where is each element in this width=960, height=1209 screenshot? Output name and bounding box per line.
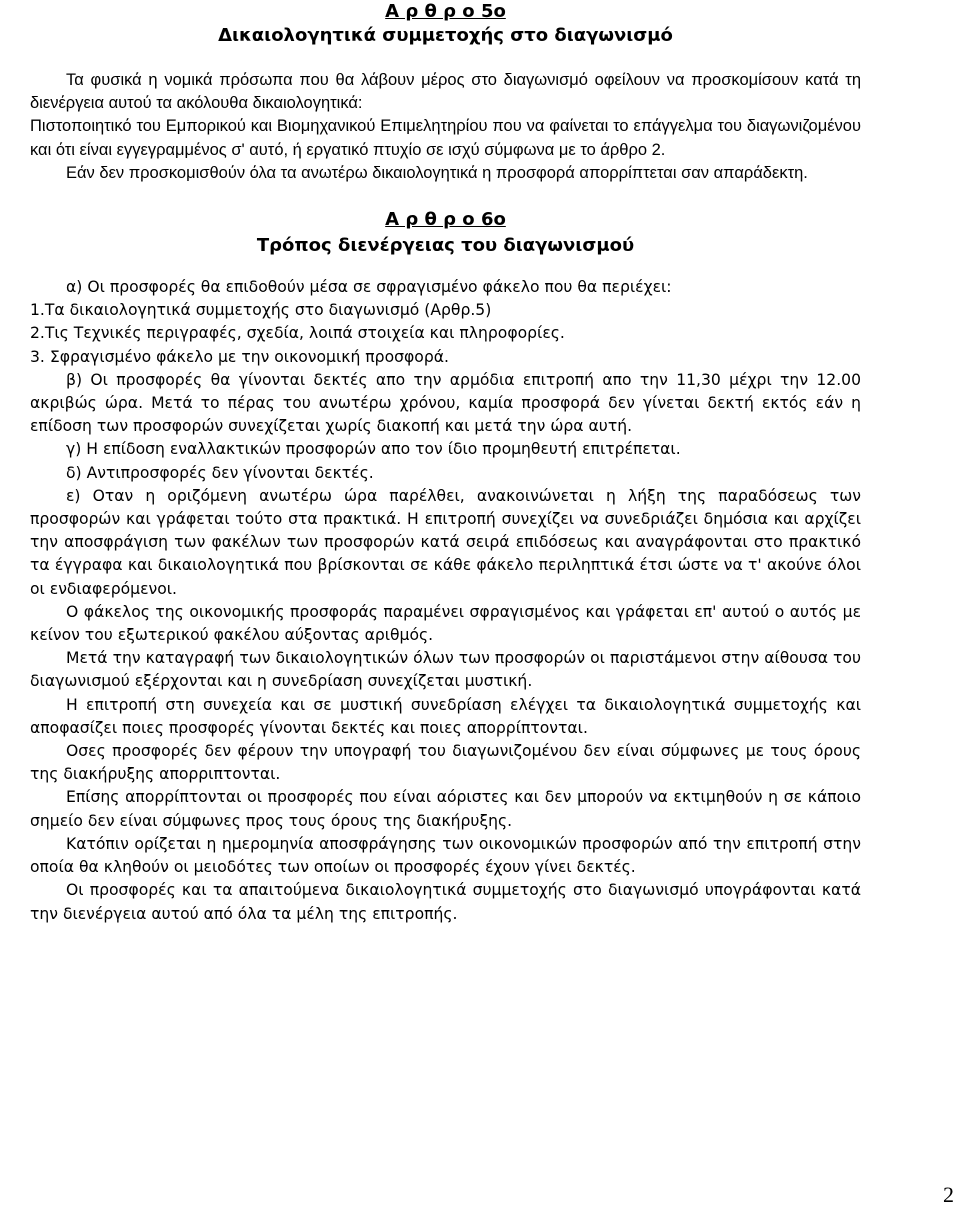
article-6-paragraph: β) Οι προσφορές θα γίνονται δεκτές απο την αρμόδια επιτροπή απο την 11,30 μέχρι την 12.00 ακριβώς ώρα. Μετά το πέρας του ανωτέρω χρόνου, καμία προσφορά δεν γίνεται δεκτή εκτός εάν η επίδοση των προσφορών συνεχίζεται χωρίς διακοπή και μετά την ώρα αυτή.: [30, 370, 861, 436]
article-5-paragraph: Εάν δεν προσκομισθούν όλα τα ανωτέρω δικαιολογητικά η προσφορά απορρίπτεται σαν απαράδεκτη.: [66, 163, 808, 182]
article-6-paragraph: ε) Οταν η οριζόμενη ανωτέρω ώρα παρέλθει, ανακοινώνεται η λήξη της παραδόσεως των προσφορών και γράφεται τούτο στα πρακτικά. Η επιτροπή συνεχίζει να συνεδριάζει δημόσια και αρχίζει την αποσφράγιση των φακέλων των προσφορών κατά σειρά επιδόσεως και αναγράφονται στο πρακτικό τα έγγραφα και δικαιολογητικά που βρίσκονται σε κάθε φάκελο περιληπτικά έτσι ώστε να τ' ακούνε όλοι οι ενδιαφερόμενοι.: [30, 486, 861, 598]
article-6-paragraph: Ο φάκελος της οικονομικής προσφοράς παραμένει σφραγισμένος και γράφεται επ' αυτού ο αυτός με κείνον του εξωτερικού φακέλου αύξοντας αριθμός.: [30, 602, 861, 645]
article-6-paragraph: Επίσης απορρίπτονται οι προσφορές που είναι αόριστες και δεν μπορούν να εκτιμηθούν η σε κάποιο σημείο δεν είναι σύμφωνες προς τους όρους της διακήρυξης.: [30, 788, 861, 830]
article-5-title: Δικαιολογητικά συμμετοχής στο διαγωνισμό: [218, 25, 673, 46]
article-5: [30, 0, 861, 185]
list-item: 2.Τις Τεχνικές περιγραφές, σχεδία, λοιπά στοιχεία και πληροφορίες.: [30, 324, 565, 343]
article-6-paragraph: Οι προσφορές και τα απαιτούμενα δικαιολογητικά συμμετοχής στο διαγωνισμό υπογράφονται κατά την διενέργεια αυτού από όλα τα μέλη της επιτροπής.: [30, 881, 861, 923]
list-item: 1.Τα δικαιολογητικά συμμετοχής στο διαγωνισμό (Αρθρ.5): [30, 301, 492, 320]
article-6-paragraph: Οσες προσφορές δεν φέρουν την υπογραφή του διαγωνιζομένου δεν είναι σύμφωνες με τους όρους της διακήρυξης απορριπτονται.: [30, 742, 861, 784]
document-page: [30, 0, 861, 926]
article-6-title: Τρόπος διενέργειας του διαγωνισμού: [256, 235, 635, 257]
article-6-intro: α) Οι προσφορές θα επιδοθούν μέσα σε σφραγισμένο φάκελο που θα περιέχει:: [66, 278, 672, 297]
list-item: 3. Σφραγισμένο φάκελο με την οικονομική προσφορά.: [30, 347, 449, 366]
article-6-paragraph: Μετά την καταγραφή των δικαιολογητικών όλων των προσφορών οι παριστάμενοι στην αίθουσα του διαγωνισμού εξέρχονται και η συνεδρίαση συνεχίζεται μυστική.: [30, 649, 861, 691]
article-6-paragraph: Η επιτροπή στη συνεχεία και σε μυστική συνεδρίαση ελέγχει τα δικαιολογητικά συμμετοχής και αποφασίζει ποιες προσφορές γίνονται δεκτές και ποιες απορρίπτονται.: [30, 695, 861, 737]
article-6-paragraph: δ) Αντιπροσφορές δεν γίνονται δεκτές.: [66, 463, 374, 482]
page-number: 2: [943, 1182, 954, 1207]
article-6-number: Α ρ θ ρ ο 6ο: [385, 209, 506, 231]
article-6-paragraph: γ) Η επίδοση εναλλακτικών προσφορών απο τον ίδιο προμηθευτή επιτρέπεται.: [66, 440, 681, 459]
article-5-number: Α ρ θ ρ ο 5ο: [385, 1, 506, 22]
article-6-paragraph: Κατόπιν ορίζεται η ημερομηνία αποσφράγησης των οικονομικών προσφορών από την επιτροπή στην οποία θα κληθούν οι μειοδότες των οποίων οι προσφορές έχουν γίνει δεκτές.: [30, 834, 861, 877]
article-6: [30, 208, 861, 926]
article-5-paragraph: Πιστοποιητικό του Εμπορικού και Βιομηχανικού Επιμελητηρίου που να φαίνεται το επάγγελμα του διαγωνιζομένου και ότι είναι εγγεγραμμένος σ' αυτό, ή εργατικό πτυχίο σε ισχύ σύμφωνα με το άρθρο 2.: [30, 117, 861, 159]
article-5-paragraph: Τα φυσικά η νομικά πρόσωπα που θα λάβουν μέρος στο διαγωνισμό οφείλουν να προσκομίσουν κατά τη διενέργεια αυτού τα ακόλουθα δικαιολογητικά:: [30, 71, 861, 113]
